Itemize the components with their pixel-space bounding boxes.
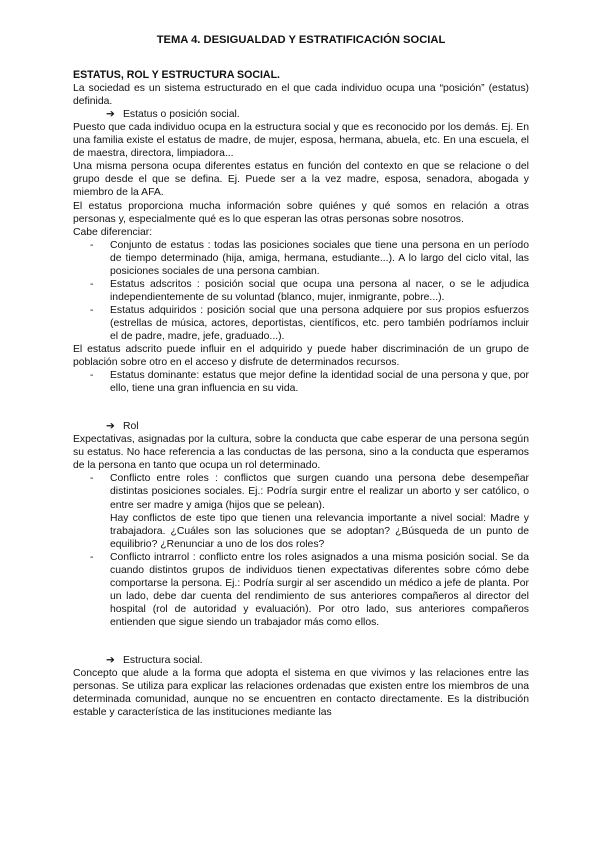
list-item: - Conjunto de estatus : todas las posiciones sociales que tiene una persona en un período de tiempo determinado (hija, amiga, hermana, estudiante...). A lo largo del ciclo vital, las posiciones sociales de una persona cambian. [90,239,529,277]
document-title: TEMA 4. DESIGUALDAD Y ESTRATIFICACIÓN SOCIAL [156,34,446,46]
dash-icon: - [90,278,94,290]
dash-icon: - [90,473,94,485]
estructura-paragraph-1: Concepto que alude a la forma que adopta el sistema en que vivimos y las relaciones entre las personas. Se utiliza para explicar las relaciones ordenadas que existen entre los miembros de una determinada comunidad, aunque no se encuentren en contacto directamente. Es la distribución estable y característica de las instituciones mediante las [73,668,529,719]
dash-icon: - [90,304,94,316]
estatus-paragraph-1: Puesto que cada individuo ocupa en la estructura social y que es reconocido por los demás. Ej. En una familia existe el estatus de madre, de mujer, esposa, hermana, abuela, etc. En una escuela, el de maestra, directora, limpiadora... [73,122,529,160]
rol-paragraph-1: Expectativas, asignadas por la cultura, sobre la conducta que cabe esperar de una persona según su estatus. No hace referencia a las conductas de las persona, sino a la conducta que esperamos de la persona en tanto que ocupa un rol determinado. [73,434,529,472]
rol-subheading: ➔ Rol [106,421,139,433]
arrow-icon: ➔ [106,654,115,666]
estatus-paragraph-5: El estatus adscrito puede influir en el adquirido y puede haber discriminación de un grupo de población sobre otro en el acceso y disfrute de determinados recursos. [73,344,529,369]
list-item: - Estatus adquiridos : posición social que una persona adquiere por sus propios esfuerzos (estrellas de música, actores, deportistas, científicos, etc. pero también podríamos incluir el de padre, madre, jefe, graduado...). [90,304,529,342]
list-item: - Conflicto entre roles : conflictos que surgen cuando una persona debe desempeñar distintas posiciones sociales. Ej.: Podría surgir entre el realizar un aborto y ser católico, o entre ser madre y amiga (hijos que se pelean). Hay conflictos de este tipo que tienen una relevancia importante a nivel social: Madre y trabajadora. ¿Cuáles son las soluciones que se adoptan? ¿Búsqueda de un punto de equilibrio? ¿Renunciar a uno de los dos roles? [90,473,529,550]
list-item-extra: Hay conflictos de este tipo que tienen una relevancia importante a nivel social: Madre y trabajadora. ¿Cuáles son las soluciones que se adoptan? ¿Búsqueda de un punto de equilibrio? ¿Renunciar a uno de los dos roles? [110,512,529,550]
rol-list [73,472,529,629]
estatus-paragraph-3: El estatus proporciona mucha información sobre quiénes y qué somos en relación a otras personas y, especialmente qué es lo que esperan las otras personas sobre nosotros. [73,200,529,225]
estatus-list [73,239,529,343]
section-heading: ESTATUS, ROL Y ESTRUCTURA SOCIAL. [73,69,280,82]
dash-icon: - [90,239,94,251]
estatus-paragraph-4: Cabe diferenciar: [73,226,153,238]
document-page [73,34,529,719]
estatus-subheading: ➔ Estatus o posición social. [106,109,240,121]
intro-paragraph: La sociedad es un sistema estructurado en el que cada individuo ocupa una “posición” (estatus) definida. [73,83,529,108]
list-item: - Estatus adscritos : posición social que ocupa una persona al nacer, o se le adjudica independientemente de su voluntad (blanco, mujer, inmigrante, pobre...). [90,278,529,303]
estatus-paragraph-2: Una misma persona ocupa diferentes estatus en función del contexto en que se relacione o del grupo desde el que se defina. Ej. Puede ser a la vez madre, esposa, senadora, abogada y miembro de la AFA. [73,161,529,199]
list-item: - Conflicto intrarrol : conflicto entre los roles asignados a una misma posición social. Se da cuando distintos grupos de individuos tienen expectativas diferentes sobre cómo debe comportarse la persona. Ej.: Podría surgir al ser ascendido un médico a jefe de planta. Por un lado, debe dar cuenta del rendimiento de sus anteriores compañeros al director del hospital (rol de autoridad y evaluación). Por otro lado, sus anteriores compañeros entienden que sigue siendo un trabajador más como ellos. [90,551,529,628]
arrow-icon: ➔ [106,109,115,121]
dash-icon: - [90,551,94,563]
estatus-list-2 [73,369,529,395]
arrow-icon: ➔ [106,421,115,433]
estructura-subheading: ➔ Estructura social. [106,654,203,666]
dash-icon: - [90,370,94,382]
list-item: - Estatus dominante: estatus que mejor define la identidad social de una persona y que, por ello, tiene una gran influencia en su vida. [90,370,529,395]
